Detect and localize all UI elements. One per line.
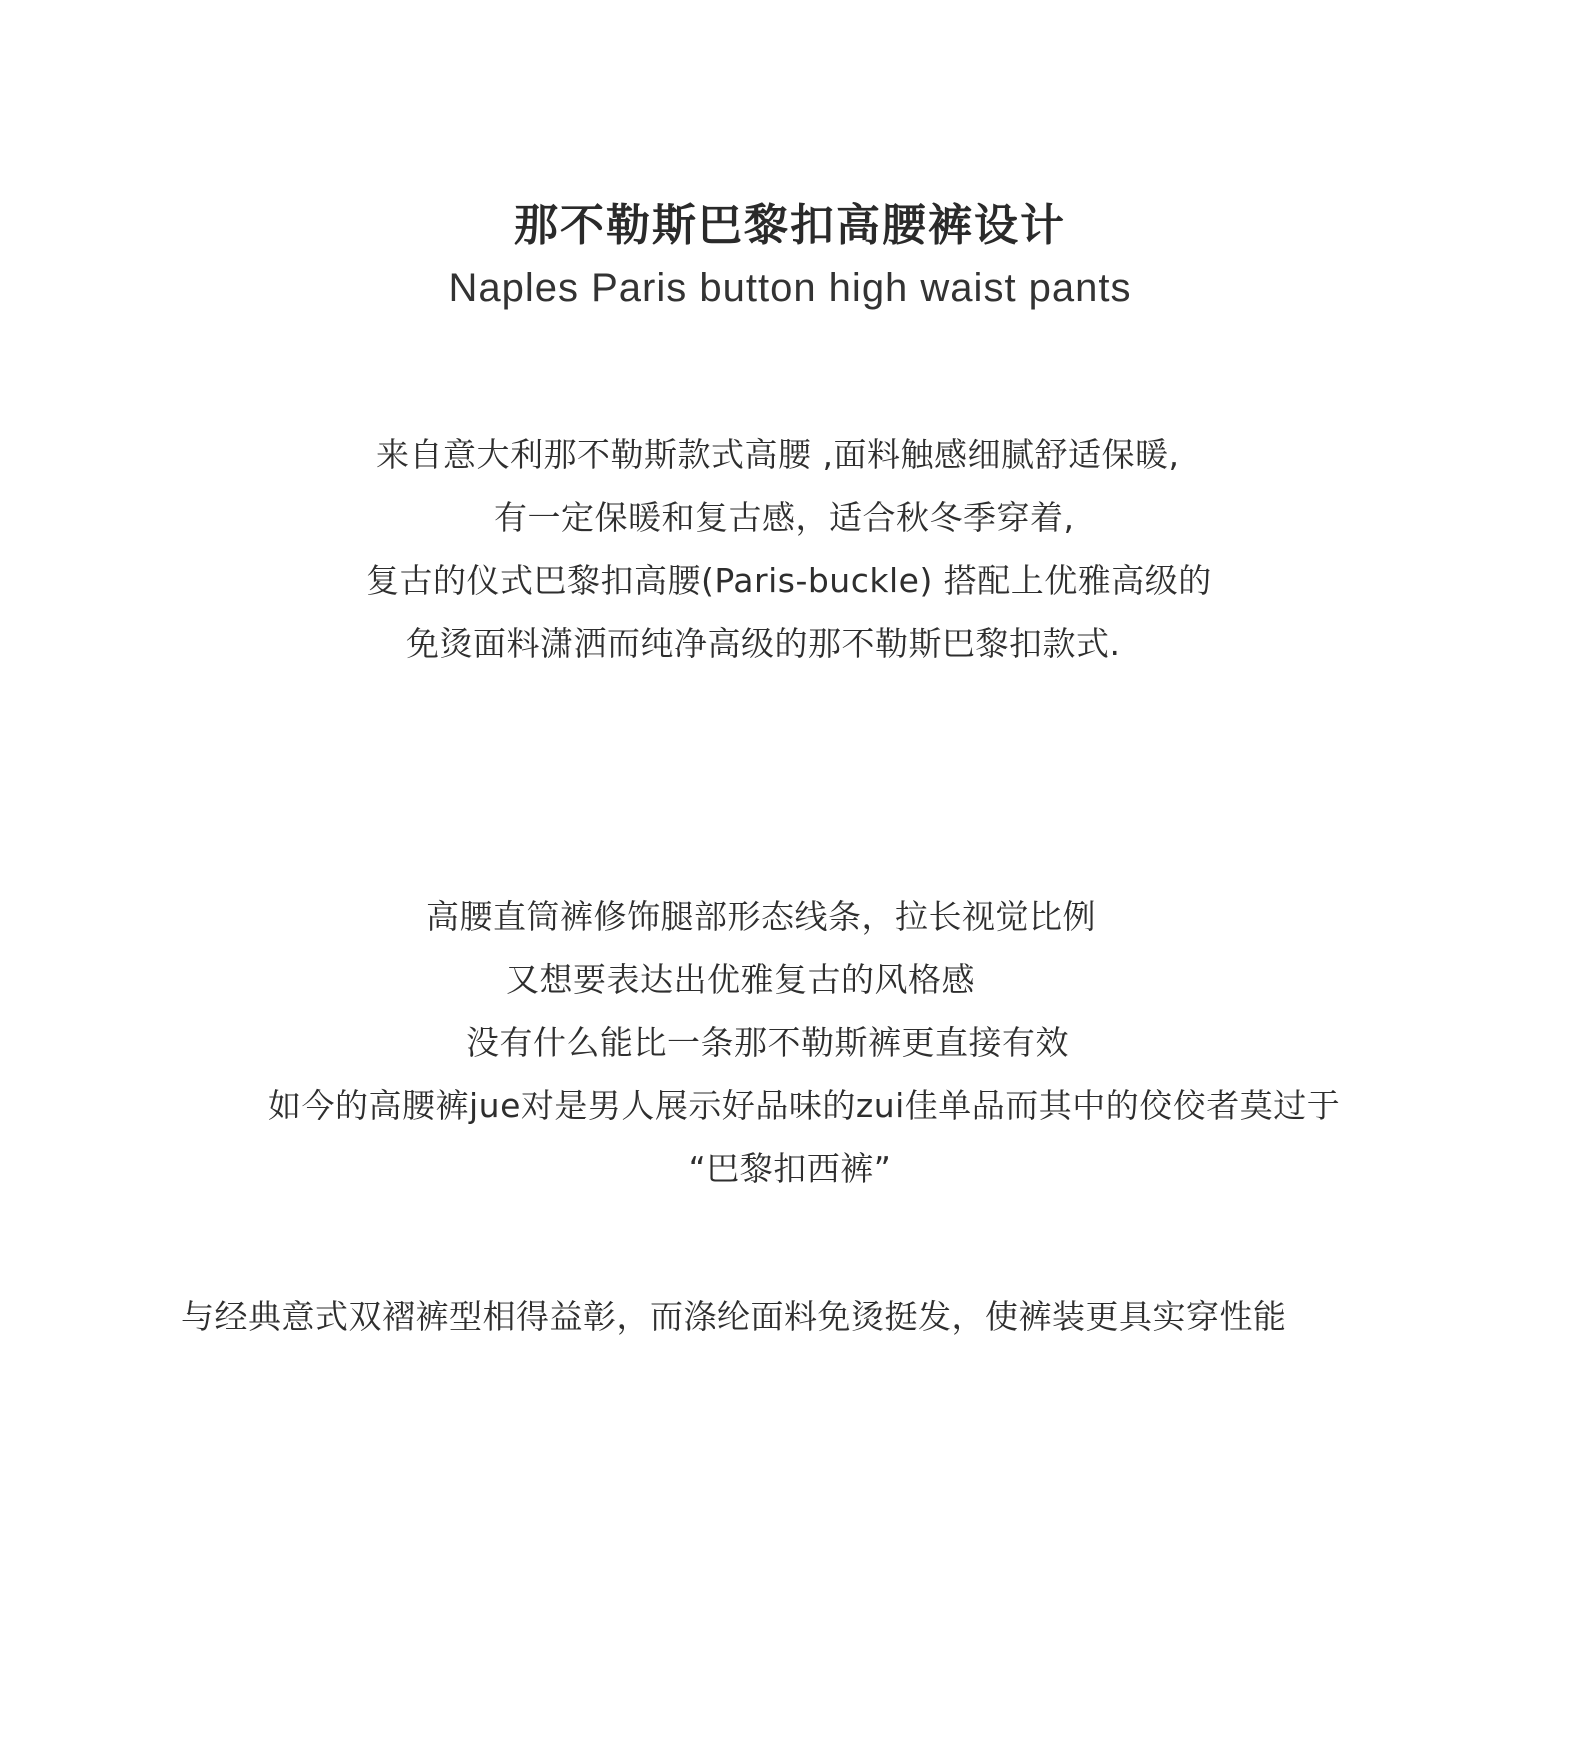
paragraph-3-line-1: 与经典意式双褶裤型相得益彰，而涤纶面料免烫挺发，使裤装更具实穿性能 <box>181 1297 1287 1336</box>
paragraph-1-line-3: 复古的仪式巴黎扣高腰(Paris-buckle) 搭配上优雅高级的 <box>366 561 1212 600</box>
paragraph-1-line-2: 有一定保暖和复古感，适合秋冬季穿着, <box>494 498 1075 537</box>
paragraph-1-line-4: 免烫面料潇洒而纯净高级的那不勒斯巴黎扣款式. <box>406 624 1121 663</box>
page-title: 那不勒斯巴黎扣高腰裤设计 <box>514 200 1066 251</box>
paragraph-2-line-1: 高腰直筒裤修饰腿部形态线条，拉长视觉比例 <box>426 897 1096 936</box>
paragraph-1-line-1: 来自意大利那不勒斯款式高腰 ,面料触感细腻舒适保暖, <box>376 435 1180 474</box>
page-subtitle: Naples Paris button high waist pants <box>448 266 1132 310</box>
paragraph-2-line-2: 又想要表达出优雅复古的风格感 <box>506 960 975 999</box>
paragraph-2-line-3: 没有什么能比一条那不勒斯裤更直接有效 <box>466 1023 1069 1062</box>
paragraph-2-line-4: 如今的高腰裤jue对是男人展示好品味的zui佳单品而其中的佼佼者莫过于 <box>268 1086 1341 1125</box>
paragraph-2-line-5: “巴黎扣西裤” <box>688 1149 892 1188</box>
